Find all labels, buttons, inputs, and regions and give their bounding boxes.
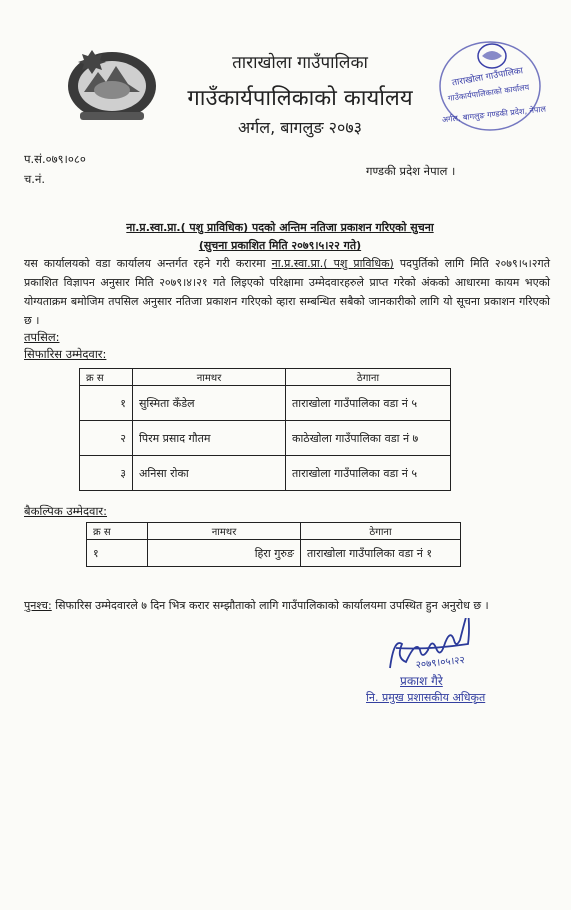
col-header-name: नामथर xyxy=(148,523,301,540)
svg-text:गाउँकार्यपालिकाको कार्यालय: गाउँकार्यपालिकाको कार्यालय xyxy=(447,82,530,103)
reference-number: प.सं.०७९।०८० xyxy=(24,152,86,166)
row-name: पिरम प्रसाद गौतम xyxy=(133,421,286,456)
row-name: सुस्मिता कँडेल xyxy=(133,386,286,421)
col-header-sn: क्र स xyxy=(80,369,133,386)
row-name: अनिसा रोका xyxy=(133,456,286,491)
row-address: काठेखोला गाउँपालिका वडा नं ७ xyxy=(286,421,451,456)
municipality-name: ताराखोला गाउँपालिका xyxy=(232,53,368,73)
office-seal xyxy=(434,36,546,136)
table-header-row xyxy=(87,523,461,540)
row-sn: २ xyxy=(80,421,133,456)
table-row xyxy=(80,386,451,421)
col-header-sn: क्र स xyxy=(87,523,148,540)
row-sn: १ xyxy=(87,540,148,567)
recommended-table xyxy=(79,368,451,491)
col-header-address: ठेगाना xyxy=(301,523,461,540)
dispatch-number: च.नं. xyxy=(24,172,45,186)
alternate-table xyxy=(86,522,461,567)
row-address: ताराखोला गाउँपालिका वडा नं ५ xyxy=(286,456,451,491)
svg-text:ताराखोला गाउँपालिका: ताराखोला गाउँपालिका xyxy=(451,66,524,89)
notice-body xyxy=(24,254,550,330)
signatory-title: नि. प्रमुख प्रशासकीय अधिकृत xyxy=(366,691,486,704)
office-address: अर्गल, बागलुङ २०७३ xyxy=(238,118,362,137)
table-row xyxy=(87,540,461,567)
body-part-2: पदपुर्तिको लागि मिति २०७९।५।२गते प्रकाशित विज्ञापन अनुसार मिति २०७९।४।२१ गते लिइएको परिक्षामा उम्मेदवारहरुले प्राप्त गरेको अंकको आधारमा कायम भएको योग्यताक्रम बमोजिम तपसिल अनुसार नतिजा प्रकाशन गरिएको व्हारा सम्बन्धित सबैको जानकारीको लागि यो सूचना प्रकाशन गरिएको छ । xyxy=(24,257,550,327)
province-name: गण्डकी प्रदेश नेपाल । xyxy=(366,164,456,178)
nepal-emblem-icon xyxy=(62,42,162,124)
table-header-row xyxy=(80,369,451,386)
row-address: ताराखोला गाउँपालिका वडा नं १ xyxy=(301,540,461,567)
svg-text:२०७९।०५।२२: २०७९।०५।२२ xyxy=(415,654,466,672)
tapsil-label: तपसिल: xyxy=(24,330,60,344)
table-row xyxy=(80,421,451,456)
col-header-address: ठेगाना xyxy=(286,369,451,386)
postscript-label: पुनश्च: xyxy=(24,599,52,612)
row-sn: ३ xyxy=(80,456,133,491)
notice-published-date: (सुचना प्रकाशित मिति २०७९।५।२२ गते) xyxy=(198,239,362,252)
notice-title: ना.प्र.स्वा.प्रा.( पशु प्राविधिक) पदको अन्तिम नतिजा प्रकाशन गरिएको सुचना xyxy=(126,221,434,234)
postscript xyxy=(24,596,550,615)
row-sn: १ xyxy=(80,386,133,421)
row-name: हिरा गुरुङ xyxy=(148,540,301,567)
recommended-label: सिफारिस उम्मेदवार: xyxy=(24,347,107,361)
body-part-1: यस कार्यालयको वडा कार्यालय अन्तर्गत रहने गरी करारमा xyxy=(24,257,272,270)
table-row xyxy=(80,456,451,491)
row-address: ताराखोला गाउँपालिका वडा नं ५ xyxy=(286,386,451,421)
post-name: ना.प्र.स्वा.प्रा.( पशु प्राविधिक) xyxy=(271,257,394,270)
signatory-name: प्रकाश गैरे xyxy=(400,674,443,688)
alternate-label: बैकल्पिक उम्मेदवार: xyxy=(24,504,108,518)
svg-text:अर्गल, बागलुङ गण्डकी प्रदेश, न: अर्गल, बागलुङ गण्डकी प्रदेश, नेपाल xyxy=(441,104,546,125)
office-name: गाउँकार्यपालिकाको कार्यालय xyxy=(187,86,413,111)
postscript-text: सिफारिस उम्मेदवारले ७ दिन भित्र करार सम्झौताको लागि गाउँपालिकाको कार्यालयमा उपस्थित हुन अनुरोध छ । xyxy=(51,599,489,612)
col-header-name: नामथर xyxy=(133,369,286,386)
seal-stamp-icon xyxy=(434,36,546,136)
